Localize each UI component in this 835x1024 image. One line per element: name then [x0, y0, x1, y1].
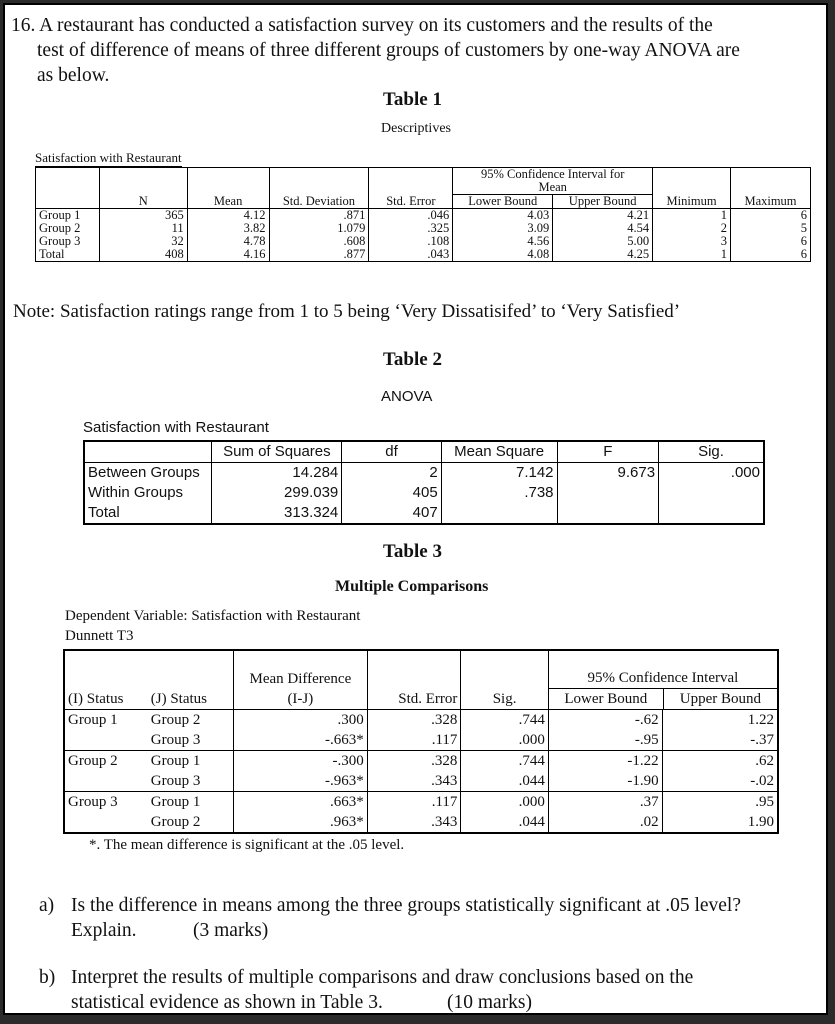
table1-col-std-dev: Std. Deviation [269, 195, 369, 209]
cell: .117 [367, 730, 461, 751]
table1-col-upper: Upper Bound [553, 195, 653, 209]
table3-col-sig: Sig. [461, 650, 548, 710]
cell: 4.21 [553, 209, 653, 223]
cell: -.02 [662, 771, 778, 792]
cell: Group 2 [64, 751, 148, 772]
cell: .738 [441, 483, 557, 503]
table1-note: Note: Satisfaction ratings range from 1 to 5 being ‘Very Dissatisifed’ to ‘Very Satisfied’ [13, 301, 681, 322]
table-row [84, 483, 764, 503]
table3-title: Multiple Comparisons [335, 578, 489, 595]
cell: .000 [659, 463, 764, 484]
table-row [64, 751, 778, 772]
part-a-marks: (3 marks) [193, 920, 269, 941]
exam-page [3, 3, 828, 1015]
cell: 3.82 [187, 222, 269, 235]
cell: .046 [369, 209, 453, 223]
cell: 407 [342, 503, 441, 524]
cell: .95 [662, 792, 778, 813]
row-label: Total [84, 503, 212, 524]
cell [557, 503, 659, 524]
table1-col-lower: Lower Bound [453, 195, 553, 209]
cell: Group 1 [64, 710, 148, 731]
table-row [64, 710, 778, 731]
cell: .117 [367, 792, 461, 813]
part-b-label: b) [39, 967, 56, 988]
cell: 11 [99, 222, 187, 235]
cell [64, 812, 148, 833]
table3-col-j: (J) Status [148, 650, 234, 710]
cell: Group 1 [148, 792, 234, 813]
cell: Group 3 [148, 771, 234, 792]
cell: 4.12 [187, 209, 269, 223]
question-text [11, 13, 811, 88]
part-b [39, 965, 694, 1013]
cell: 7.142 [441, 463, 557, 484]
table3-col-se: Std. Error [367, 650, 461, 710]
cell: 14.284 [212, 463, 342, 484]
cell: .044 [461, 771, 548, 792]
table-row [36, 235, 811, 248]
part-b-line-1: Interpret the results of multiple comparisons and draw conclusions based on the [71, 967, 694, 988]
part-a [39, 893, 742, 941]
row-label: Within Groups [84, 483, 212, 503]
cell: 5 [731, 222, 811, 235]
table1-col-mean: Mean [187, 195, 269, 209]
cell: -.300 [234, 751, 368, 772]
cell: -1.90 [548, 771, 662, 792]
row-label: Group 2 [36, 222, 100, 235]
cell: -.663* [234, 730, 368, 751]
table1-col-max: Maximum [731, 195, 811, 209]
cell: 9.673 [557, 463, 659, 484]
table3-ci-header: 95% Confidence Interval [549, 668, 777, 689]
cell: Group 2 [148, 812, 234, 833]
cell: 1 [653, 248, 731, 262]
cell: 3 [653, 235, 731, 248]
cell: .871 [269, 209, 369, 223]
cell: .963* [234, 812, 368, 833]
cell: 408 [99, 248, 187, 262]
table2-col-f: F [557, 441, 659, 463]
table2-col-sig: Sig. [659, 441, 764, 463]
part-a-line-1: Is the difference in means among the three groups statistically significant at .05 level? [71, 895, 742, 916]
table3-col-md-1: Mean Difference [249, 671, 352, 687]
row-label: Total [36, 248, 100, 262]
cell: .044 [461, 812, 548, 833]
table-row [84, 503, 764, 524]
cell: 6 [731, 209, 811, 223]
cell: Group 1 [148, 751, 234, 772]
table-row [64, 771, 778, 792]
table3-heading: Table 3 [383, 541, 442, 562]
table-row [64, 730, 778, 751]
row-label: Group 1 [36, 209, 100, 223]
table3-col-ub: Upper Bound [679, 691, 762, 707]
cell: 4.56 [453, 235, 553, 248]
cell: .108 [369, 235, 453, 248]
cell: .000 [461, 792, 548, 813]
table1-heading: Table 1 [383, 89, 442, 110]
cell: -1.22 [548, 751, 662, 772]
table-row [64, 812, 778, 833]
table-row [36, 222, 811, 235]
cell: .02 [548, 812, 662, 833]
cell: 4.03 [453, 209, 553, 223]
cell: 4.78 [187, 235, 269, 248]
question-line-1: 16. A restaurant has conducted a satisfaction survey on its customers and the results of the [11, 15, 713, 36]
table3-method: Dunnett T3 [65, 628, 134, 644]
table-row [36, 209, 811, 223]
cell: 2 [653, 222, 731, 235]
cell: -.963* [234, 771, 368, 792]
table1-title: Descriptives [381, 121, 451, 136]
cell: 365 [99, 209, 187, 223]
cell: -.95 [548, 730, 662, 751]
cell [64, 730, 148, 751]
row-label: Group 3 [36, 235, 100, 248]
cell: .744 [461, 710, 548, 731]
table3-col-lb: Lower Bound [549, 689, 664, 709]
cell: Group 3 [148, 730, 234, 751]
anova-table [83, 440, 765, 525]
cell: .343 [367, 771, 461, 792]
cell: .62 [662, 751, 778, 772]
table2-col-ss: Sum of Squares [212, 441, 342, 463]
cell: 299.039 [212, 483, 342, 503]
cell: 4.16 [187, 248, 269, 262]
cell [557, 483, 659, 503]
table2-title: ANOVA [381, 388, 433, 405]
cell: 6 [731, 248, 811, 262]
part-a-line-2: Explain. [71, 920, 137, 941]
part-b-line-2: statistical evidence as shown in Table 3. [71, 992, 383, 1013]
table-row [36, 248, 811, 262]
cell: 313.324 [212, 503, 342, 524]
table-row [84, 463, 764, 484]
table1-col-std-err: Std. Error [369, 195, 453, 209]
cell: Group 2 [148, 710, 234, 731]
table1-ci-header-2: Mean [538, 180, 567, 194]
cell: 32 [99, 235, 187, 248]
table2-header-row [84, 441, 764, 463]
multiple-comparisons-table [63, 649, 779, 834]
table3-footnote: *. The mean difference is significant at the .05 level. [89, 837, 405, 853]
descriptives-table [35, 167, 811, 262]
cell: .043 [369, 248, 453, 262]
cell: 4.08 [453, 248, 553, 262]
table1-col-min: Minimum [653, 195, 731, 209]
cell: 3.09 [453, 222, 553, 235]
cell: .608 [269, 235, 369, 248]
cell: .663* [234, 792, 368, 813]
cell: .325 [369, 222, 453, 235]
cell: 1.90 [662, 812, 778, 833]
table-row [64, 792, 778, 813]
cell [659, 503, 764, 524]
cell: -.62 [548, 710, 662, 731]
table3-dependent: Dependent Variable: Satisfaction with Restaurant [65, 608, 361, 624]
table3-col-md-2: (I-J) [287, 691, 314, 707]
cell: .37 [548, 792, 662, 813]
table2-variable: Satisfaction with Restaurant [83, 419, 269, 436]
cell: .744 [461, 751, 548, 772]
cell: Group 3 [64, 792, 148, 813]
question-line-2: test of difference of means of three different groups of customers by one-way ANOVA are [37, 40, 740, 61]
cell: .300 [234, 710, 368, 731]
cell: 1.22 [662, 710, 778, 731]
question-line-3: as below. [37, 65, 110, 86]
cell: 1.079 [269, 222, 369, 235]
table2-heading: Table 2 [383, 349, 442, 370]
part-a-label: a) [39, 895, 55, 916]
cell: 405 [342, 483, 441, 503]
table1-header-row-1 [36, 168, 811, 195]
cell: 2 [342, 463, 441, 484]
cell: 4.25 [553, 248, 653, 262]
cell: .343 [367, 812, 461, 833]
table2-col-ms: Mean Square [441, 441, 557, 463]
table2-col-df: df [342, 441, 441, 463]
cell: 1 [653, 209, 731, 223]
cell [64, 771, 148, 792]
table1-header-row-2 [36, 195, 811, 209]
part-b-marks: (10 marks) [447, 992, 533, 1013]
cell: 4.54 [553, 222, 653, 235]
table3-header-row [64, 650, 778, 710]
table1-ci-header-1: 95% Confidence Interval for [481, 167, 625, 181]
table3-col-i: (I) Status [64, 650, 148, 710]
cell: .000 [461, 730, 548, 751]
table1-col-n: N [99, 195, 187, 209]
cell [441, 503, 557, 524]
row-label: Between Groups [84, 463, 212, 484]
cell: 5.00 [553, 235, 653, 248]
cell: .328 [367, 751, 461, 772]
cell: -.37 [662, 730, 778, 751]
cell: .328 [367, 710, 461, 731]
table1-variable: Satisfaction with Restaurant [35, 150, 182, 165]
cell [659, 483, 764, 503]
cell: 6 [731, 235, 811, 248]
cell: .877 [269, 248, 369, 262]
